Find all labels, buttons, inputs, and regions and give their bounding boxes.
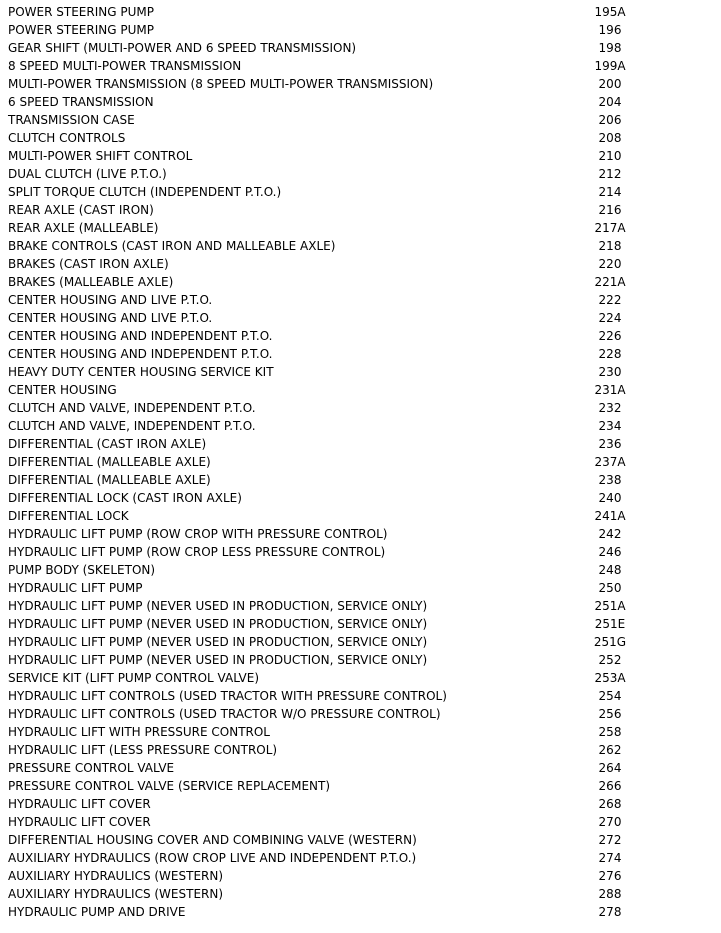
section-title: DIFFERENTIAL (CAST IRON AXLE) (8, 437, 207, 451)
section-title: AUXILIARY HYDRAULICS (WESTERN) (8, 887, 224, 901)
page-number: 199A (594, 59, 626, 73)
section-title: DIFFERENTIAL (MALLEABLE AXLE) (8, 455, 211, 469)
index-row (0, 3, 721, 21)
section-title: HYDRAULIC LIFT PUMP (NEVER USED IN PRODUCTION, SERVICE ONLY) (8, 617, 428, 631)
page-number: 224 (598, 311, 622, 325)
index-row (0, 471, 721, 489)
section-title: PRESSURE CONTROL VALVE (8, 761, 175, 775)
page-number: 221A (594, 275, 626, 289)
section-title: BRAKES (CAST IRON AXLE) (8, 257, 169, 271)
section-title: HYDRAULIC LIFT COVER (8, 797, 151, 811)
index-row (0, 39, 721, 57)
index-row (0, 273, 721, 291)
section-title: POWER STEERING PUMP (8, 5, 154, 19)
index-row (0, 903, 721, 921)
index-row (0, 813, 721, 831)
page-number: 200 (598, 77, 622, 91)
section-title: HYDRAULIC PUMP AND DRIVE (8, 905, 186, 919)
index-row (0, 615, 721, 633)
section-title: CENTER HOUSING (8, 383, 117, 397)
section-title: AUXILIARY HYDRAULICS (WESTERN) (8, 869, 224, 883)
index-row (0, 381, 721, 399)
index-row (0, 93, 721, 111)
index-row (0, 453, 721, 471)
section-title: DIFFERENTIAL LOCK (CAST IRON AXLE) (8, 491, 242, 505)
index-row (0, 129, 721, 147)
page-number: 264 (598, 761, 622, 775)
section-title: PRESSURE CONTROL VALVE (SERVICE REPLACEMENT) (8, 779, 331, 793)
section-title: DIFFERENTIAL LOCK (8, 509, 129, 523)
page-number: 232 (598, 401, 622, 415)
section-title: SPLIT TORQUE CLUTCH (INDEPENDENT P.T.O.) (8, 185, 282, 199)
page-number: 222 (598, 293, 622, 307)
page-number: 198 (598, 41, 622, 55)
section-title: HYDRAULIC LIFT PUMP (8, 581, 143, 595)
page-number: 270 (598, 815, 622, 829)
section-title: DIFFERENTIAL HOUSING COVER AND COMBINING VALVE (WESTERN) (8, 833, 417, 847)
page-number: 218 (598, 239, 622, 253)
page-number: 240 (598, 491, 622, 505)
page-number: 276 (598, 869, 622, 883)
page-number: 208 (598, 131, 622, 145)
section-title: BRAKES (MALLEABLE AXLE) (8, 275, 174, 289)
page-number: 242 (598, 527, 622, 541)
page-number: 231A (594, 383, 626, 397)
index-row (0, 489, 721, 507)
index-row (0, 543, 721, 561)
page-number: 226 (598, 329, 622, 343)
page-number: 288 (598, 887, 622, 901)
page-number: 268 (598, 797, 622, 811)
section-title: CLUTCH AND VALVE, INDEPENDENT P.T.O. (8, 401, 256, 415)
index-row (0, 201, 721, 219)
index-row (0, 525, 721, 543)
section-title: 8 SPEED MULTI-POWER TRANSMISSION (8, 59, 242, 73)
parts-index-table (0, 3, 721, 921)
section-title: HYDRAULIC LIFT CONTROLS (USED TRACTOR WITH PRESSURE CONTROL) (8, 689, 447, 703)
page-number: 248 (598, 563, 622, 577)
section-title: HEAVY DUTY CENTER HOUSING SERVICE KIT (8, 365, 274, 379)
index-row (0, 237, 721, 255)
section-title: REAR AXLE (MALLEABLE) (8, 221, 159, 235)
section-title: REAR AXLE (CAST IRON) (8, 203, 154, 217)
index-row (0, 291, 721, 309)
page-number: 214 (598, 185, 622, 199)
index-row (0, 741, 721, 759)
page-number: 237A (594, 455, 626, 469)
page-number: 217A (594, 221, 626, 235)
page-number: 195A (594, 5, 626, 19)
section-title: HYDRAULIC LIFT PUMP (NEVER USED IN PRODUCTION, SERVICE ONLY) (8, 635, 428, 649)
index-row (0, 561, 721, 579)
page-number: 266 (598, 779, 622, 793)
index-row (0, 183, 721, 201)
index-row (0, 327, 721, 345)
section-title: HYDRAULIC LIFT PUMP (ROW CROP LESS PRESSURE CONTROL) (8, 545, 386, 559)
page-number: 210 (598, 149, 622, 163)
index-row (0, 651, 721, 669)
page-number: 278 (598, 905, 622, 919)
page-number: 230 (598, 365, 622, 379)
page-number: 274 (598, 851, 622, 865)
section-title: DUAL CLUTCH (LIVE P.T.O.) (8, 167, 167, 181)
index-row (0, 111, 721, 129)
page-number: 238 (598, 473, 622, 487)
index-row (0, 309, 721, 327)
page-number: 241A (594, 509, 626, 523)
section-title: AUXILIARY HYDRAULICS (ROW CROP LIVE AND INDEPENDENT P.T.O.) (8, 851, 417, 865)
page-number: 254 (598, 689, 622, 703)
page-number: 220 (598, 257, 622, 271)
index-row (0, 831, 721, 849)
section-title: HYDRAULIC LIFT CONTROLS (USED TRACTOR W/O PRESSURE CONTROL) (8, 707, 441, 721)
section-title: SERVICE KIT (LIFT PUMP CONTROL VALVE) (8, 671, 260, 685)
page-number: 216 (598, 203, 622, 217)
section-title: POWER STEERING PUMP (8, 23, 154, 37)
page-number: 250 (598, 581, 622, 595)
section-title: HYDRAULIC LIFT PUMP (NEVER USED IN PRODUCTION, SERVICE ONLY) (8, 653, 428, 667)
index-row (0, 165, 721, 183)
index-row (0, 597, 721, 615)
index-row (0, 759, 721, 777)
index-row (0, 255, 721, 273)
section-title: CENTER HOUSING AND INDEPENDENT P.T.O. (8, 329, 273, 343)
index-row (0, 849, 721, 867)
page-number: 236 (598, 437, 622, 451)
index-row (0, 147, 721, 165)
index-row (0, 435, 721, 453)
index-row (0, 417, 721, 435)
page-number: 228 (598, 347, 622, 361)
section-title: CENTER HOUSING AND LIVE P.T.O. (8, 311, 213, 325)
section-title: HYDRAULIC LIFT PUMP (NEVER USED IN PRODUCTION, SERVICE ONLY) (8, 599, 428, 613)
section-title: CLUTCH CONTROLS (8, 131, 126, 145)
page-number: 262 (598, 743, 622, 757)
section-title: HYDRAULIC LIFT (LESS PRESSURE CONTROL) (8, 743, 278, 757)
page-number: 204 (598, 95, 622, 109)
index-row (0, 705, 721, 723)
section-title: MULTI-POWER SHIFT CONTROL (8, 149, 193, 163)
page-number: 251E (594, 617, 626, 631)
section-title: DIFFERENTIAL (MALLEABLE AXLE) (8, 473, 211, 487)
page-number: 256 (598, 707, 622, 721)
page-number: 252 (598, 653, 622, 667)
index-row (0, 777, 721, 795)
page-number: 246 (598, 545, 622, 559)
index-row (0, 21, 721, 39)
section-title: GEAR SHIFT (MULTI-POWER AND 6 SPEED TRANSMISSION) (8, 41, 357, 55)
index-row (0, 885, 721, 903)
index-row (0, 867, 721, 885)
page-number: 234 (598, 419, 622, 433)
index-row (0, 723, 721, 741)
section-title: HYDRAULIC LIFT WITH PRESSURE CONTROL (8, 725, 270, 739)
section-title: 6 SPEED TRANSMISSION (8, 95, 154, 109)
index-row (0, 345, 721, 363)
section-title: TRANSMISSION CASE (8, 113, 135, 127)
section-title: CENTER HOUSING AND LIVE P.T.O. (8, 293, 213, 307)
index-row (0, 795, 721, 813)
index-row (0, 399, 721, 417)
page-number: 212 (598, 167, 622, 181)
section-title: HYDRAULIC LIFT COVER (8, 815, 151, 829)
section-title: HYDRAULIC LIFT PUMP (ROW CROP WITH PRESSURE CONTROL) (8, 527, 388, 541)
section-title: MULTI-POWER TRANSMISSION (8 SPEED MULTI-POWER TRANSMISSION) (8, 77, 434, 91)
page-number: 251G (593, 635, 627, 649)
index-row (0, 669, 721, 687)
index-row (0, 507, 721, 525)
page-number: 258 (598, 725, 622, 739)
index-row (0, 633, 721, 651)
index-row (0, 57, 721, 75)
section-title: CENTER HOUSING AND INDEPENDENT P.T.O. (8, 347, 273, 361)
index-row (0, 363, 721, 381)
index-row (0, 219, 721, 237)
index-row (0, 75, 721, 93)
page-number: 196 (598, 23, 622, 37)
section-title: CLUTCH AND VALVE, INDEPENDENT P.T.O. (8, 419, 256, 433)
page-number: 272 (598, 833, 622, 847)
index-row (0, 579, 721, 597)
section-title: PUMP BODY (SKELETON) (8, 563, 156, 577)
page-number: 253A (594, 671, 626, 685)
section-title: BRAKE CONTROLS (CAST IRON AND MALLEABLE AXLE) (8, 239, 336, 253)
index-row (0, 687, 721, 705)
page-number: 251A (594, 599, 626, 613)
page-number: 206 (598, 113, 622, 127)
